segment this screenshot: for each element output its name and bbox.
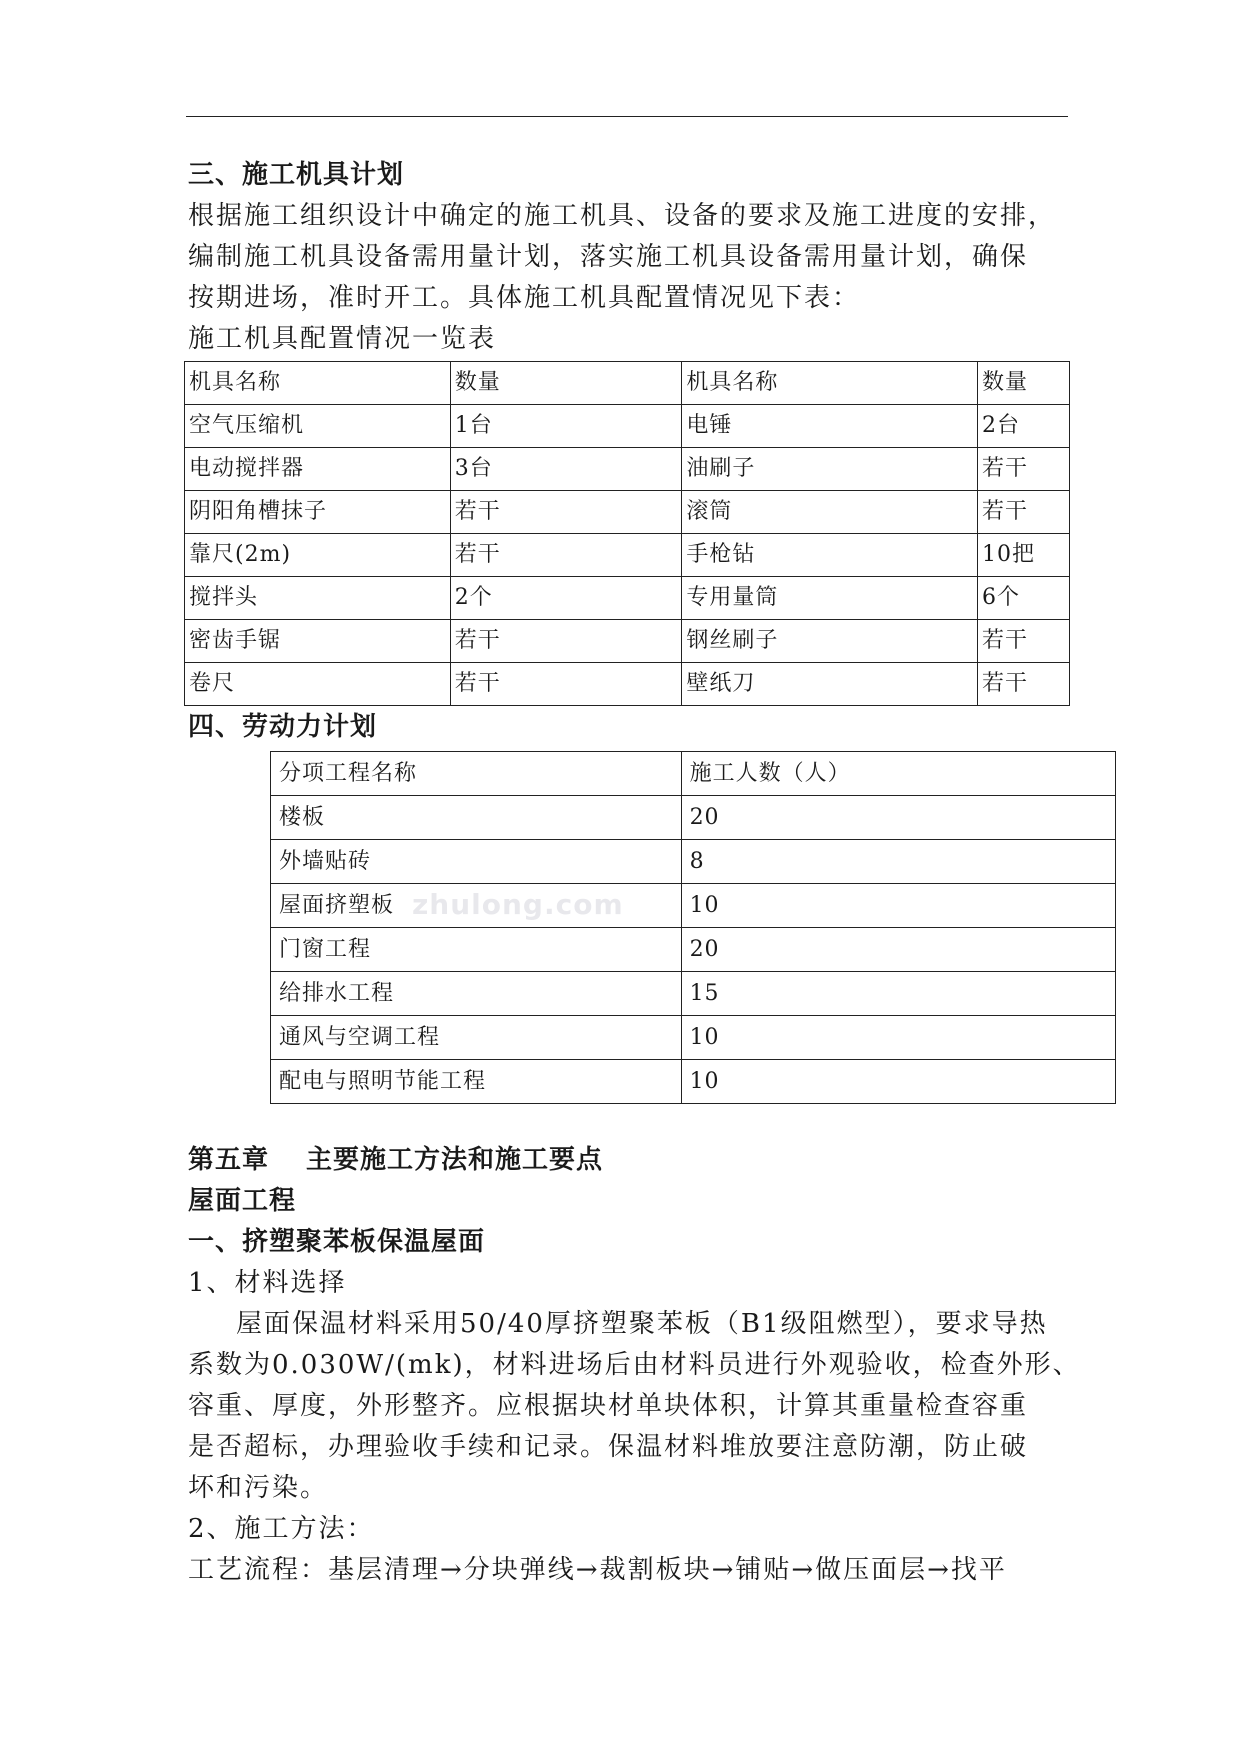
table-cell: 若干	[450, 491, 682, 534]
table-row	[185, 405, 1070, 448]
section-3-title: 三、施工机具计划	[188, 160, 405, 190]
table-cell: 2个	[450, 577, 682, 620]
table-cell: 搅拌头	[185, 577, 451, 620]
table-cell: 2台	[978, 405, 1070, 448]
table-cell: 15	[681, 972, 1115, 1016]
table-cell: 电锤	[682, 405, 978, 448]
table-cell: 门窗工程	[271, 928, 682, 972]
section-3-para-line-3: 按期进场，准时开工。具体施工机具配置情况见下表：	[188, 283, 861, 313]
watermark: zhulong.com	[412, 888, 624, 921]
table-row	[271, 972, 1116, 1016]
header-cell: 数量	[978, 362, 1070, 405]
table-cell: 外墙贴砖	[271, 840, 682, 884]
table-row	[271, 796, 1116, 840]
table-cell: 若干	[978, 491, 1070, 534]
table-cell: 若干	[450, 534, 682, 577]
table-row	[185, 448, 1070, 491]
table-cell: 油刷子	[682, 448, 978, 491]
table-cell: 空气压缩机	[185, 405, 451, 448]
table-row	[271, 928, 1116, 972]
table-header-row	[185, 362, 1070, 405]
section-4-title: 四、劳动力计划	[188, 712, 378, 742]
table-cell: 1台	[450, 405, 682, 448]
table-row	[185, 663, 1070, 706]
header-rule	[186, 116, 1068, 117]
header-cell: 机具名称	[682, 362, 978, 405]
table-row	[185, 577, 1070, 620]
item-2-title: 2、施工方法：	[188, 1514, 375, 1544]
table-row	[185, 620, 1070, 663]
table-cell: 电动搅拌器	[185, 448, 451, 491]
table-row	[271, 1060, 1116, 1104]
table-cell: 壁纸刀	[682, 663, 978, 706]
table-cell: 楼板	[271, 796, 682, 840]
section-3-para-line-1: 根据施工组织设计中确定的施工机具、设备的要求及施工进度的安排，	[188, 201, 1057, 231]
table-cell: 钢丝刷子	[682, 620, 978, 663]
table-cell: 10	[681, 1016, 1115, 1060]
table-row	[185, 491, 1070, 534]
item-1-line-1: 屋面保温材料采用50/40厚挤塑聚苯板（B1级阻燃型），要求导热	[236, 1309, 1048, 1339]
item-1-line-4: 是否超标，办理验收手续和记录。保温材料堆放要注意防潮，防止破	[188, 1432, 1029, 1462]
table-cell: 若干	[978, 620, 1070, 663]
item-1-line-5: 坏和污染。	[188, 1473, 329, 1503]
table-cell: 若干	[450, 663, 682, 706]
table-cell: 通风与空调工程	[271, 1016, 682, 1060]
table-cell: 卷尺	[185, 663, 451, 706]
table-cell: 靠尺(2m)	[185, 534, 451, 577]
table-cell: 8	[681, 840, 1115, 884]
table-cell: 密齿手锯	[185, 620, 451, 663]
section-3-para-line-2: 编制施工机具设备需用量计划，落实施工机具设备需用量计划，确保	[188, 242, 1029, 272]
table-cell: 给排水工程	[271, 972, 682, 1016]
labor-table	[270, 751, 1116, 1104]
table-cell: 10把	[978, 534, 1070, 577]
item-1-line-3: 容重、厚度，外形整齐。应根据块材单块体积，计算其重量检查容重	[188, 1391, 1029, 1421]
table-cell: 配电与照明节能工程	[271, 1060, 682, 1104]
table-cell: 专用量筒	[682, 577, 978, 620]
table-row	[271, 1016, 1116, 1060]
chapter-5-title: 第五章 主要施工方法和施工要点	[188, 1145, 604, 1175]
table-cell: 手枪钻	[682, 534, 978, 577]
table-cell: 若干	[978, 663, 1070, 706]
header-cell: 数量	[450, 362, 682, 405]
table-cell: 6个	[978, 577, 1070, 620]
table-cell: 阴阳角槽抹子	[185, 491, 451, 534]
table-cell: 10	[681, 884, 1115, 928]
chapter-5-subtitle: 屋面工程	[188, 1186, 297, 1216]
table-cell: 屋面挤塑板	[271, 884, 682, 928]
table-cell: 若干	[450, 620, 682, 663]
table-cell: 10	[681, 1060, 1115, 1104]
table-row	[271, 840, 1116, 884]
table-header-row	[271, 752, 1116, 796]
table-cell: 若干	[978, 448, 1070, 491]
header-cell: 施工人数（人）	[681, 752, 1115, 796]
item-1-title: 1、材料选择	[188, 1268, 347, 1298]
process-flow-line: 工艺流程：基层清理→分块弹线→裁割板块→铺贴→做压面层→找平	[188, 1555, 1007, 1585]
table-cell: 滚筒	[682, 491, 978, 534]
item-1-line-2: 系数为0.030W/(mk)，材料进场后由材料员进行外观验收，检查外形、	[188, 1350, 1081, 1380]
table-cell: 3台	[450, 448, 682, 491]
section-1-title: 一、挤塑聚苯板保温屋面	[188, 1227, 486, 1257]
equipment-table	[184, 361, 1070, 706]
table-row	[185, 534, 1070, 577]
table-row	[271, 884, 1116, 928]
table-caption: 施工机具配置情况一览表	[188, 324, 497, 354]
table-cell: 20	[681, 796, 1115, 840]
table-cell: 20	[681, 928, 1115, 972]
header-cell: 分项工程名称	[271, 752, 682, 796]
header-cell: 机具名称	[185, 362, 451, 405]
